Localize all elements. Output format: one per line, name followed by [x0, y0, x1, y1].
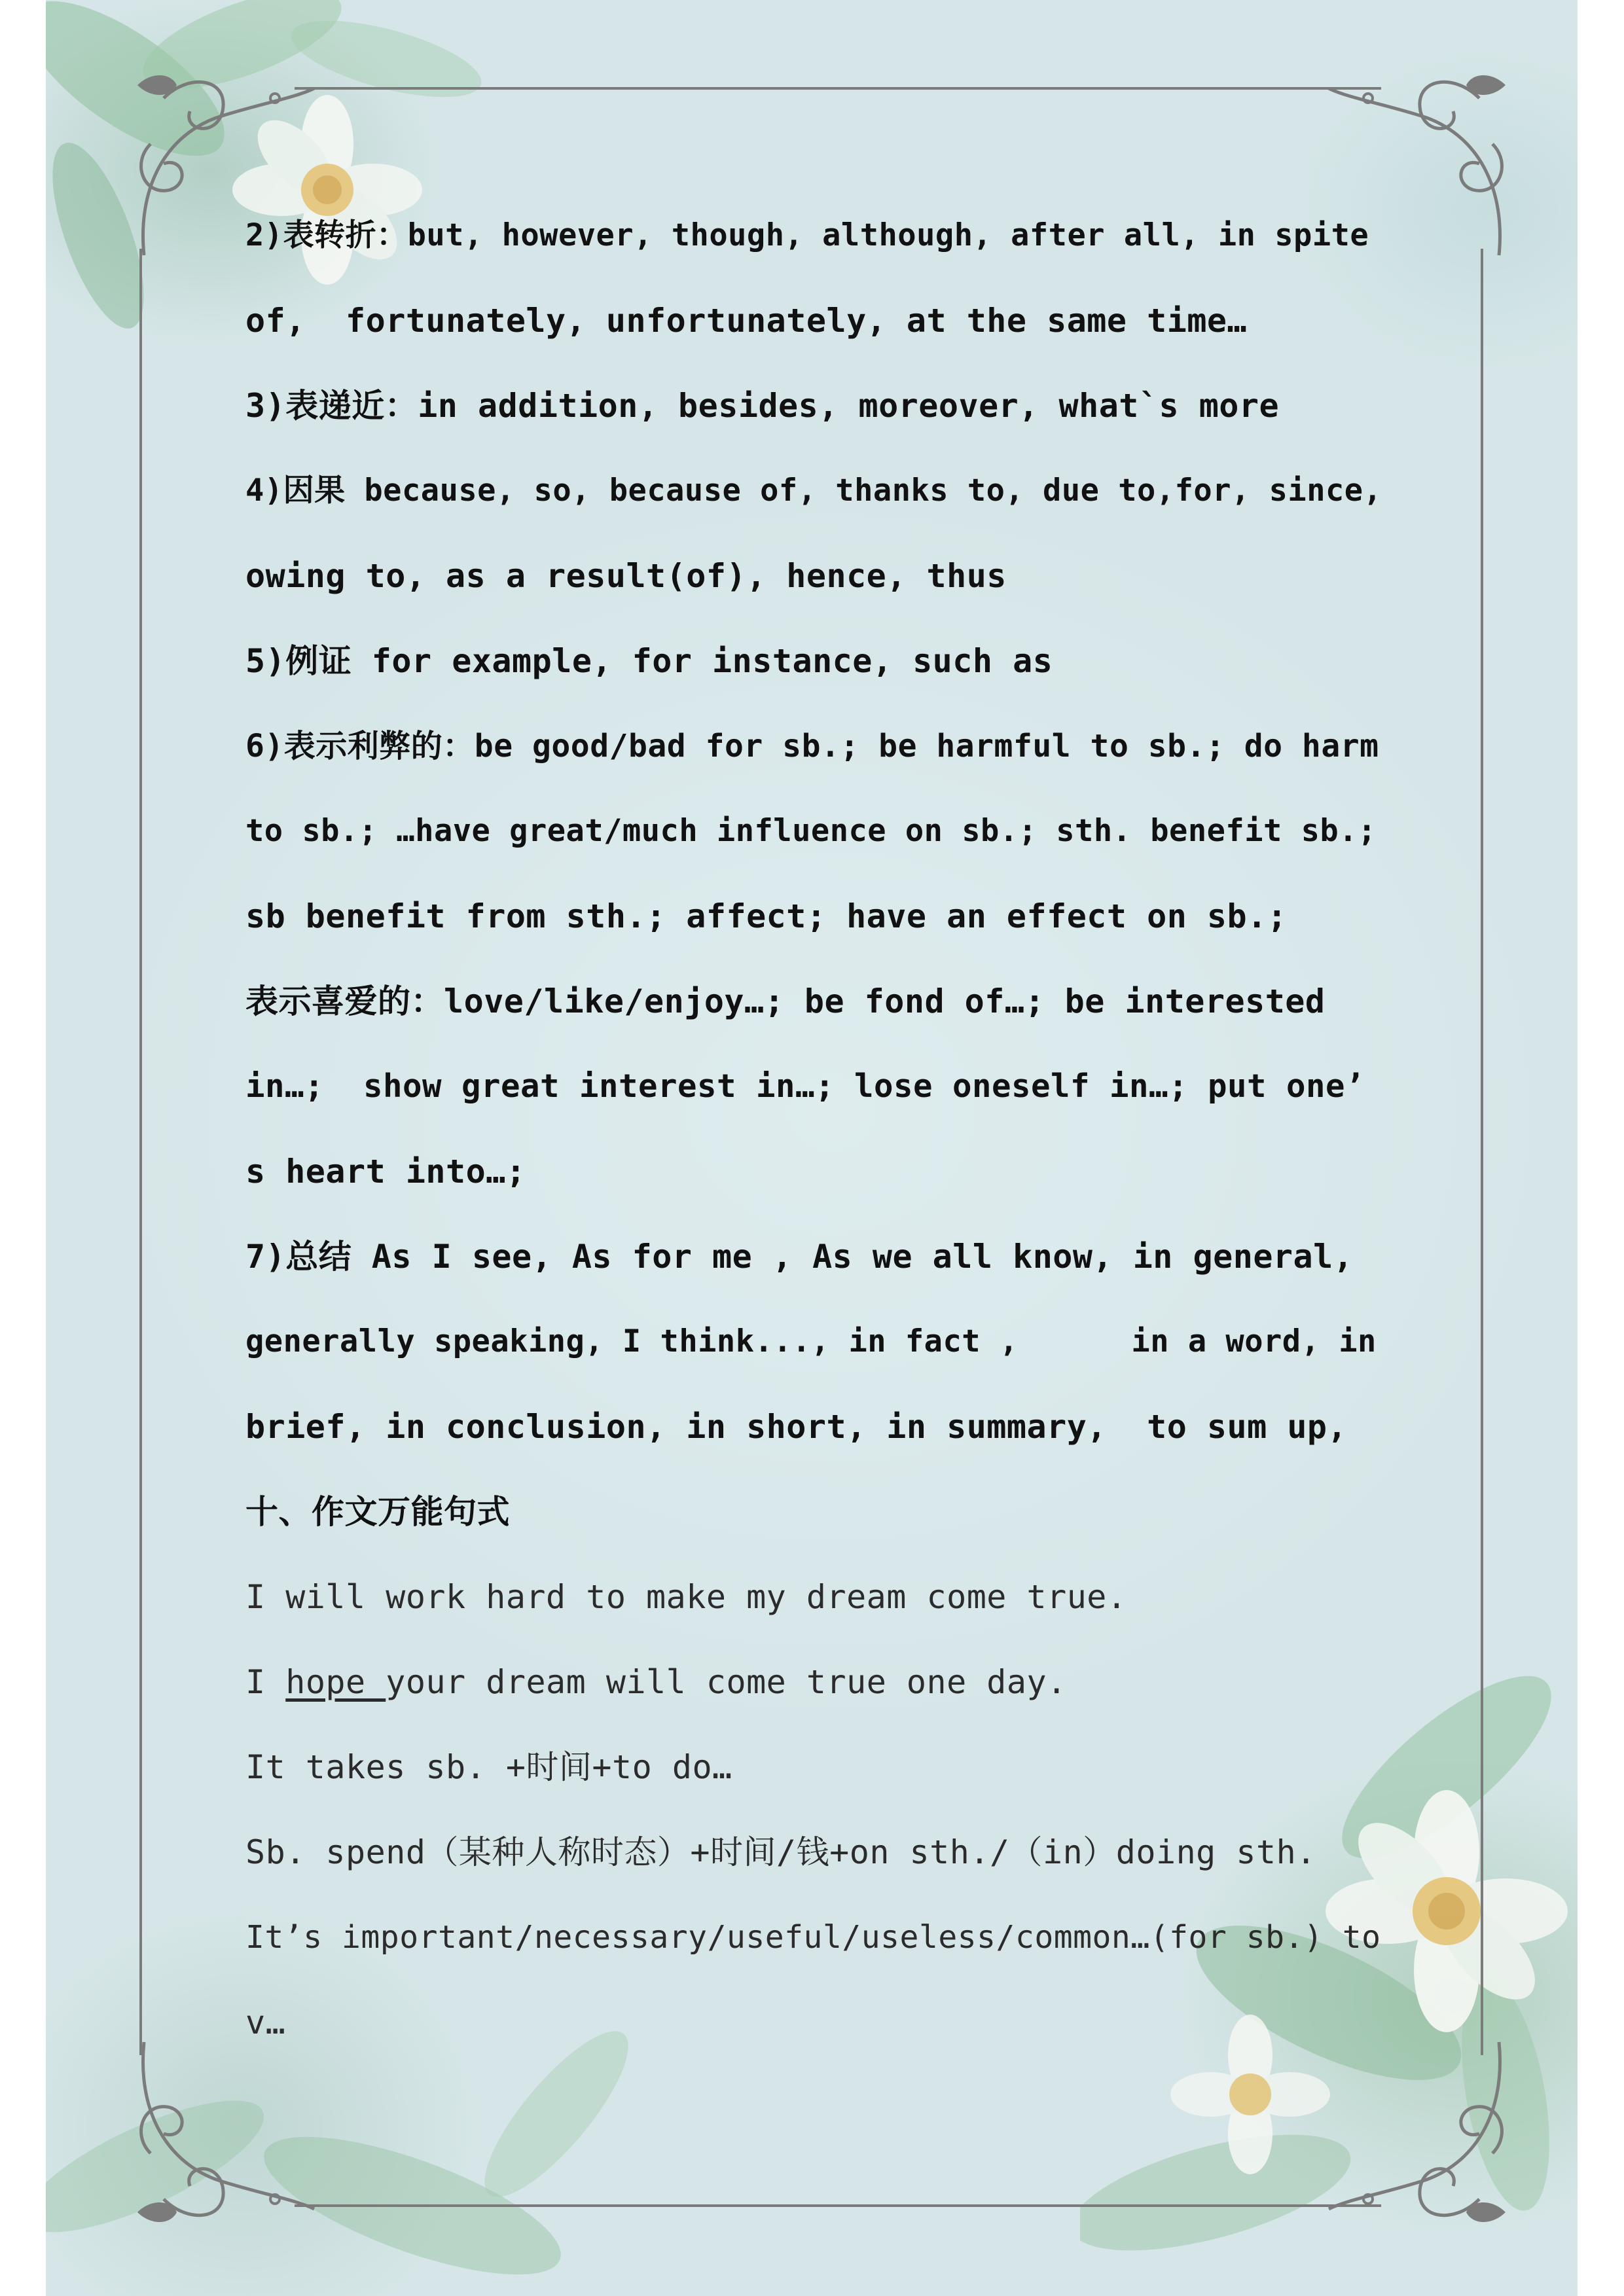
connective-line-likes-2: in…; show great interest in…; lose oneself in…; put one’ [245, 1067, 1365, 1105]
sentence-pattern-2-underlined: hope [285, 1663, 386, 1701]
corner-ornament-bottom-right [1322, 2029, 1519, 2238]
connective-line-summary-2: generally speaking, I think..., in fact , in a word, in [245, 1323, 1377, 1359]
frame-right-line [1481, 249, 1483, 2055]
connective-line-likes-3: s heart into…; [245, 1153, 526, 1191]
sentence-pattern-6: v… [245, 2003, 286, 2041]
sentence-pattern-1: I will work hard to make my dream come true. [245, 1578, 1127, 1616]
section-heading: 十、作文万能句式 [245, 1493, 510, 1531]
frame-bottom-line [295, 2204, 1381, 2207]
sentence-pattern-2-prefix: I [245, 1663, 286, 1701]
corner-ornament-bottom-left [124, 2029, 321, 2238]
connective-line-cause-effect-2: owing to, as a result(of), hence, thus [245, 557, 1007, 595]
connective-line-progression: 3)表递近：in addition, besides, moreover, what`s more [245, 387, 1280, 425]
connective-line-summary-3: brief, in conclusion, in short, in summary, to sum up, [245, 1408, 1348, 1446]
connective-line-transition-1: 2)表转折：but, however, though, although, after all, in spite [245, 217, 1369, 253]
frame-top-line [295, 87, 1381, 90]
connective-line-examples: 5)例证 for example, for instance, such as [245, 642, 1053, 680]
connective-line-summary-1: 7)总结 As I see, As for me , As we all know, in general, [245, 1238, 1354, 1276]
connective-line-likes-1: 表示喜爱的：love/like/enjoy…; be fond of…; be interested [245, 982, 1326, 1020]
sentence-pattern-4: Sb. spend（某种人称时态）+时间/钱+on sth./（in）doing sth. [245, 1833, 1316, 1871]
connective-line-pros-cons-1: 6)表示利弊的：be good/bad for sb.; be harmful to sb.; do harm [245, 728, 1379, 764]
connective-line-pros-cons-2: to sb.; …have great/much influence on sb.; sth. benefit sb.; [245, 813, 1377, 849]
sentence-pattern-3: It takes sb. +时间+to do… [245, 1748, 732, 1786]
sentence-pattern-2 [245, 1659, 1067, 1705]
frame-left-line [139, 249, 142, 2055]
connective-line-pros-cons-3: sb benefit from sth.; affect; have an effect on sb.; [245, 897, 1288, 935]
sentence-pattern-2-suffix: your dream will come true one day. [386, 1663, 1067, 1701]
connective-line-cause-effect-1: 4)因果 because, so, because of, thanks to, due to,for, since, [245, 473, 1382, 509]
connective-line-transition-2: of, fortunately, unfortunately, at the same time… [245, 302, 1248, 340]
sentence-pattern-5: It’s important/necessary/useful/useless/common…(for sb.) to [245, 1919, 1381, 1956]
